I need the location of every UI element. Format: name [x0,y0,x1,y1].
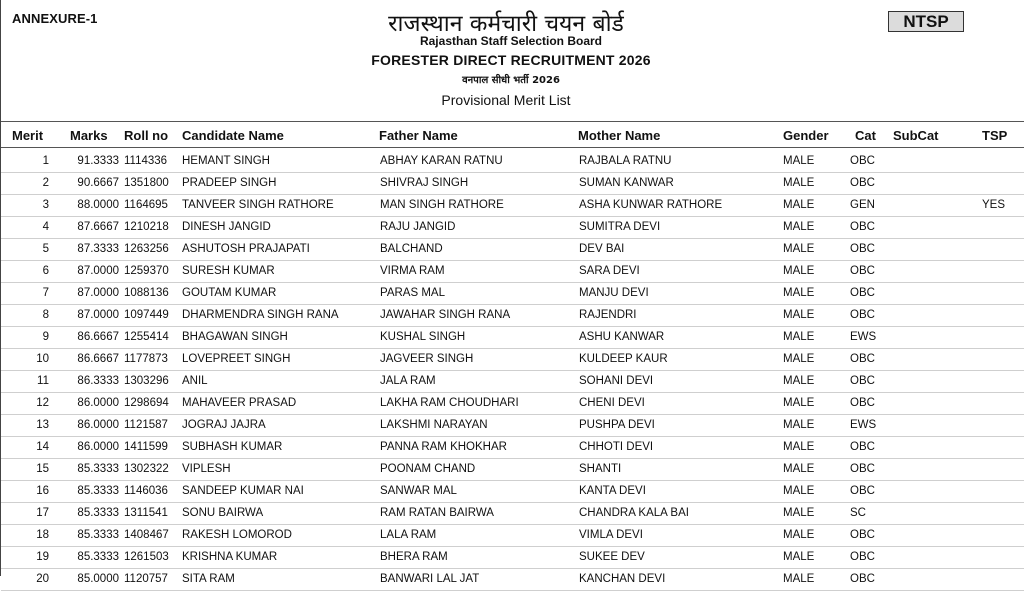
cell-mother: CHHOTI DEVI [579,441,654,453]
cell-marks: 85.3333 [77,507,119,519]
cell-merit: 9 [42,331,49,343]
cell-marks: 87.0000 [77,287,119,299]
cell-father: RAM RATAN BAIRWA [380,507,494,519]
cell-marks: 87.3333 [77,243,119,255]
cell-name: TANVEER SINGH RATHORE [182,199,334,211]
cell-father: PARAS MAL [380,287,445,299]
cell-gender: MALE [783,155,815,167]
cell-name: ANIL [182,375,208,387]
cell-gender: MALE [783,397,815,409]
cell-marks: 87.6667 [77,221,119,233]
cell-father: LAKHA RAM CHOUDHARI [380,397,519,409]
cell-cat: OBC [850,529,875,541]
cell-marks: 87.0000 [77,309,119,321]
cell-cat: OBC [850,375,875,387]
cell-merit: 15 [36,463,49,475]
table-row [1,327,1024,349]
table-row [1,459,1024,481]
cell-cat: OBC [850,573,875,585]
cell-cat: OBC [850,287,875,299]
cell-gender: MALE [783,265,815,277]
cell-roll: 1088136 [124,287,169,299]
table-row [1,173,1024,195]
table-row [1,261,1024,283]
cell-marks: 86.0000 [77,441,119,453]
cell-mother: MANJU DEVI [579,287,649,299]
cell-father: SANWAR MAL [380,485,457,497]
cell-merit: 18 [36,529,49,541]
cell-cat: OBC [850,177,875,189]
cell-mother: VIMLA DEVI [579,529,643,541]
board-title-english: Rajasthan Staff Selection Board [419,34,603,48]
cell-gender: MALE [783,199,815,211]
table-row [1,569,1024,591]
column-header-subcat: SubCat [893,128,939,143]
column-header-marks: Marks [70,128,108,143]
cell-name: BHAGAWAN SINGH [182,331,288,343]
cell-merit: 1 [42,155,49,167]
cell-gender: MALE [783,529,815,541]
cell-name: SURESH KUMAR [182,265,275,277]
cell-merit: 7 [42,287,49,299]
cell-mother: KANTA DEVI [579,485,646,497]
table-row [1,481,1024,503]
cell-father: VIRMA RAM [380,265,445,277]
cell-merit: 10 [36,353,49,365]
cell-marks: 85.0000 [77,573,119,585]
cell-mother: SHANTI [579,463,622,475]
cell-marks: 87.0000 [77,265,119,277]
cell-roll: 1121587 [124,419,168,431]
cell-roll: 1408467 [124,529,169,541]
cell-roll: 1210218 [124,221,169,233]
cell-roll: 1120757 [124,573,168,585]
cell-cat: OBC [850,353,875,365]
cell-gender: MALE [783,419,815,431]
cell-cat: OBC [850,265,875,277]
cell-roll: 1311541 [124,507,168,519]
cell-merit: 5 [42,243,49,255]
cell-marks: 86.6667 [77,353,119,365]
board-title-hindi: राजस्थान कर्मचारी चयन बोर्ड [388,11,624,37]
table-header [1,121,1024,148]
cell-roll: 1114336 [124,155,168,167]
merit-list-title: Provisional Merit List [441,92,571,108]
cell-gender: MALE [783,463,815,475]
cell-roll: 1177873 [124,353,168,365]
cell-mother: CHENI DEVI [579,397,645,409]
cell-father: POONAM CHAND [380,463,476,475]
cell-marks: 86.3333 [77,375,119,387]
cell-gender: MALE [783,375,815,387]
cell-gender: MALE [783,507,815,519]
cell-mother: SUKEE DEV [579,551,645,563]
cell-father: JAWAHAR SINGH RANA [380,309,511,321]
cell-name: KRISHNA KUMAR [182,551,278,563]
cell-name: HEMANT SINGH [182,155,270,167]
cell-gender: MALE [783,573,815,585]
cell-name: SITA RAM [182,573,235,585]
cell-marks: 91.3333 [77,155,119,167]
column-header-merit: Merit [12,128,44,143]
cell-cat: OBC [850,463,875,475]
cell-merit: 16 [36,485,49,497]
cell-gender: MALE [783,331,815,343]
cell-name: MAHAVEER PRASAD [182,397,297,409]
cell-marks: 86.6667 [77,331,119,343]
cell-mother: ASHA KUNWAR RATHORE [579,199,723,211]
recruitment-title: FORESTER DIRECT RECRUITMENT 2026 [371,52,651,68]
cell-roll: 1164695 [124,199,168,211]
cell-mother: SUMAN KANWAR [579,177,674,189]
cell-gender: MALE [783,243,815,255]
table-row [1,525,1024,547]
cell-merit: 19 [36,551,49,563]
cell-marks: 85.3333 [77,551,119,563]
cell-name: SANDEEP KUMAR NAI [182,485,304,497]
cell-cat: OBC [850,397,875,409]
cell-father: LALA RAM [380,529,437,541]
cell-cat: OBC [850,243,875,255]
column-header-cat: Cat [855,128,876,143]
cell-tsp: YES [982,199,1006,211]
cell-cat: OBC [850,441,875,453]
table-row [1,349,1024,371]
cell-name: ASHUTOSH PRAJAPATI [182,243,310,255]
table-row [1,371,1024,393]
cell-gender: MALE [783,287,815,299]
cell-mother: RAJENDRI [579,309,637,321]
cell-name: RAKESH LOMOROD [182,529,292,541]
cell-father: JAGVEER SINGH [380,353,474,365]
column-header-mother: Mother Name [578,128,661,143]
cell-name: SUBHASH KUMAR [182,441,283,453]
cell-cat: OBC [850,551,875,563]
cell-mother: CHANDRA KALA BAI [579,507,689,519]
table-row [1,503,1024,525]
cell-roll: 1259370 [124,265,169,277]
cell-name: VIPLESH [182,463,231,475]
cell-marks: 86.0000 [77,397,119,409]
table-row [1,239,1024,261]
cell-name: GOUTAM KUMAR [182,287,277,299]
cell-marks: 85.3333 [77,463,119,475]
column-header-tsp: TSP [982,128,1008,143]
cell-father: BALCHAND [380,243,443,255]
cell-name: SONU BAIRWA [182,507,264,519]
table-row [1,547,1024,569]
cell-father: SHIVRAJ SINGH [380,177,469,189]
cell-merit: 4 [42,221,49,233]
cell-marks: 86.0000 [77,419,119,431]
cell-roll: 1351800 [124,177,169,189]
cell-mother: SARA DEVI [579,265,640,277]
table-body [1,151,1024,591]
cell-merit: 2 [42,177,49,189]
cell-father: LAKSHMI NARAYAN [380,419,488,431]
cell-marks: 85.3333 [77,485,119,497]
cell-merit: 8 [42,309,49,321]
cell-mother: ASHU KANWAR [579,331,665,343]
cell-roll: 1303296 [124,375,169,387]
cell-gender: MALE [783,441,815,453]
cell-roll: 1097449 [124,309,169,321]
ntsp-badge: NTSP [888,11,964,32]
cell-merit: 17 [36,507,49,519]
column-header-roll: Roll no [124,128,169,143]
table-row [1,217,1024,239]
cell-cat: OBC [850,221,875,233]
table-row [1,195,1024,217]
cell-roll: 1302322 [124,463,169,475]
cell-merit: 6 [42,265,49,277]
cell-name: PRADEEP SINGH [182,177,277,189]
cell-name: LOVEPREET SINGH [182,353,291,365]
cell-merit: 14 [36,441,49,453]
annexure-label: ANNEXURE-1 [12,11,98,26]
cell-name: DINESH JANGID [182,221,271,233]
cell-gender: MALE [783,551,815,563]
cell-father: ABHAY KARAN RATNU [380,155,503,167]
cell-cat: EWS [850,419,877,431]
cell-mother: SUMITRA DEVI [579,221,661,233]
cell-merit: 20 [36,573,49,585]
cell-name: JOGRAJ JAJRA [182,419,266,431]
cell-father: BANWARI LAL JAT [380,573,480,585]
table-row [1,283,1024,305]
cell-name: DHARMENDRA SINGH RANA [182,309,339,321]
column-header-father: Father Name [379,128,458,143]
cell-merit: 13 [36,419,49,431]
cell-roll: 1411599 [124,441,168,453]
cell-mother: SOHANI DEVI [579,375,654,387]
cell-gender: MALE [783,485,815,497]
table-row [1,393,1024,415]
cell-father: KUSHAL SINGH [380,331,466,343]
cell-mother: DEV BAI [579,243,625,255]
table-row [1,415,1024,437]
cell-gender: MALE [783,309,815,321]
cell-father: MAN SINGH RATHORE [380,199,504,211]
cell-marks: 85.3333 [77,529,119,541]
cell-mother: PUSHPA DEVI [579,419,655,431]
cell-gender: MALE [783,353,815,365]
cell-father: PANNA RAM KHOKHAR [380,441,507,453]
cell-cat: SC [850,507,866,519]
recruitment-title-hindi: वनपाल सीधी भर्ती 2026 [462,75,560,86]
cell-roll: 1146036 [124,485,168,497]
cell-marks: 90.6667 [77,177,119,189]
cell-father: BHERA RAM [380,551,448,563]
cell-father: JALA RAM [380,375,436,387]
cell-roll: 1255414 [124,331,169,343]
cell-merit: 11 [37,375,49,387]
cell-cat: OBC [850,155,875,167]
table-row [1,437,1024,459]
cell-gender: MALE [783,177,815,189]
cell-cat: OBC [850,309,875,321]
cell-marks: 88.0000 [77,199,119,211]
cell-gender: MALE [783,221,815,233]
cell-mother: KULDEEP KAUR [579,353,668,365]
cell-mother: KANCHAN DEVI [579,573,666,585]
cell-roll: 1261503 [124,551,169,563]
table-row [1,151,1024,173]
column-header-gender: Gender [783,128,829,143]
cell-cat: OBC [850,485,875,497]
cell-cat: GEN [850,199,875,211]
cell-roll: 1263256 [124,243,169,255]
cell-mother: RAJBALA RATNU [579,155,672,167]
column-header-name: Candidate Name [182,128,284,143]
cell-father: RAJU JANGID [380,221,456,233]
cell-cat: EWS [850,331,877,343]
cell-roll: 1298694 [124,397,169,409]
cell-merit: 12 [36,397,49,409]
table-row [1,305,1024,327]
cell-merit: 3 [42,199,49,211]
